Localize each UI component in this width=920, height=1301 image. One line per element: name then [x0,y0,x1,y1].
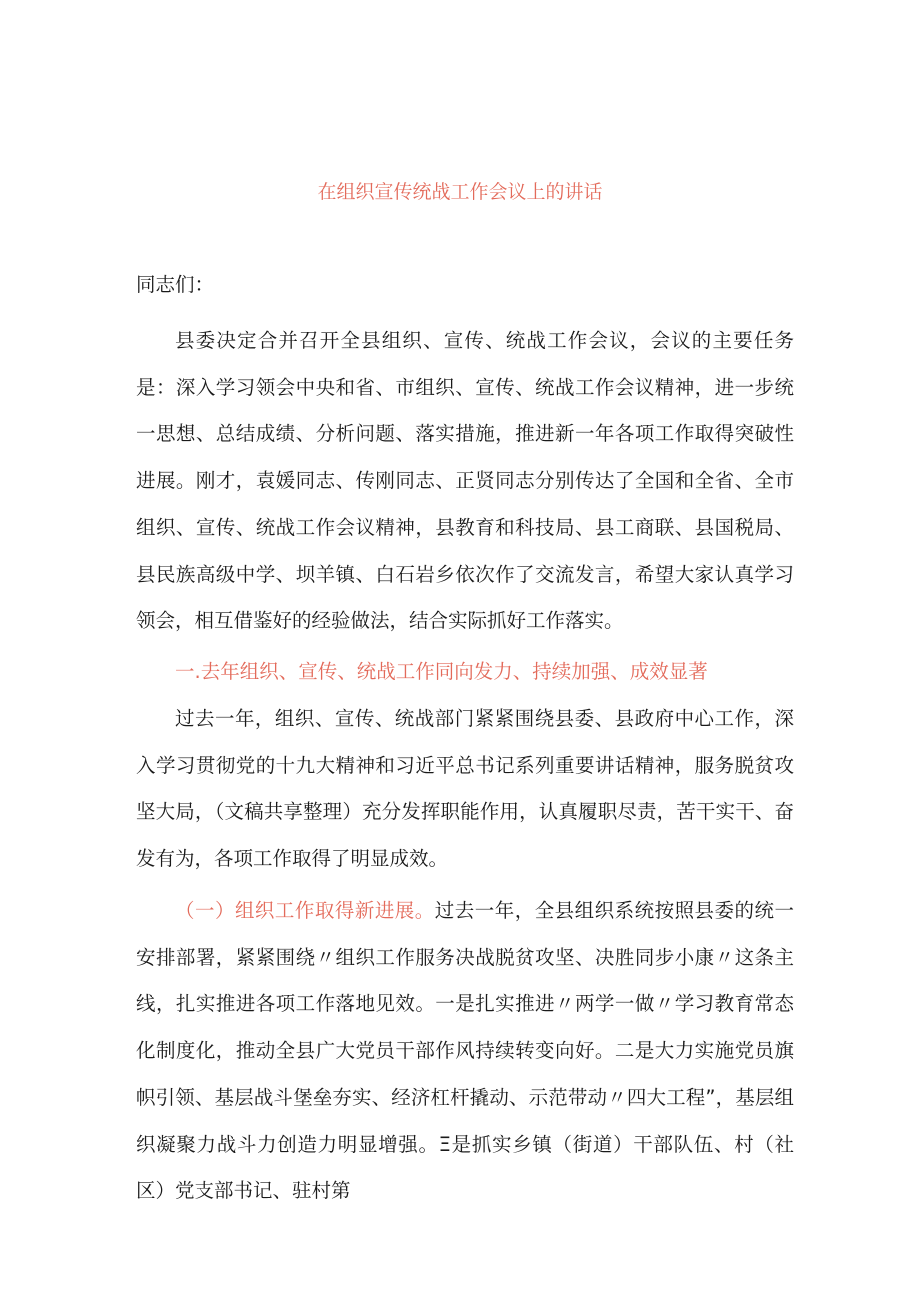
subsection-heading: （一）组织工作取得新进展。 [175,899,435,922]
section-heading: 一.去年组织、宣传、统战工作同向发力、持续加强、成效显著 [175,660,708,683]
paragraph-organization [136,888,794,1215]
paragraph-intro: 县委决定合并召开全县组织、宣传、统战工作会议，会议的主要任务是：深入学习领会中央和省、市组织、宣传、统战工作会议精神，进一步统一思想、总结成绩、分析问题、落实措施，推进新一年各项工作取得突破性进展。刚才，袁媛同志、传刚同志、正贤同志分别传达了全国和全省、全市组织、宣传、统战工作会议精神，县教育和科技局、县工商联、县国税局、县民族高级中学、坝羊镇、白石岩乡依次作了交流发言，希望大家认真学习领会，相互借鉴好的经验做法，结合实际抓好工作落实。 [136,329,794,633]
paragraph-summary: 过去一年，组织、宣传、统战部门紧紧围绕县委、县政府中心工作，深入学习贯彻党的十九大精神和习近平总书记系列重要讲话精神，服务脱贫攻坚大局，（文稿共享整理）充分发挥职能作用，认真履职尽责，苦干实干、奋发有为，各项工作取得了明显成效。 [136,707,794,871]
paragraph-organization-body: 过去一年，全县组织系统按照县委的统一安排部署，紧紧围绕〃组织工作服务决战脱贫攻坚、决胜同步小康〃这条主线，扎实推进各项工作落地见效。一是扎实推进〃两学一做〃学习教育常态化制度化，推动全县广大党员干部作风持续转变向好。二是大力实施党员旗帜引领、基层战斗堡垒夯实、经济杠杆撬动、示范带动〃四大工程”，基层组织凝聚力战斗力创造力明显增强。Ξ是抓实乡镇（街道）干部队伍、村（社区）党支部书记、驻村第 [136,899,794,1203]
salutation: 同志们： [136,273,215,296]
document-title: 在组织宣传统战工作会议上的讲话 [317,181,603,203]
